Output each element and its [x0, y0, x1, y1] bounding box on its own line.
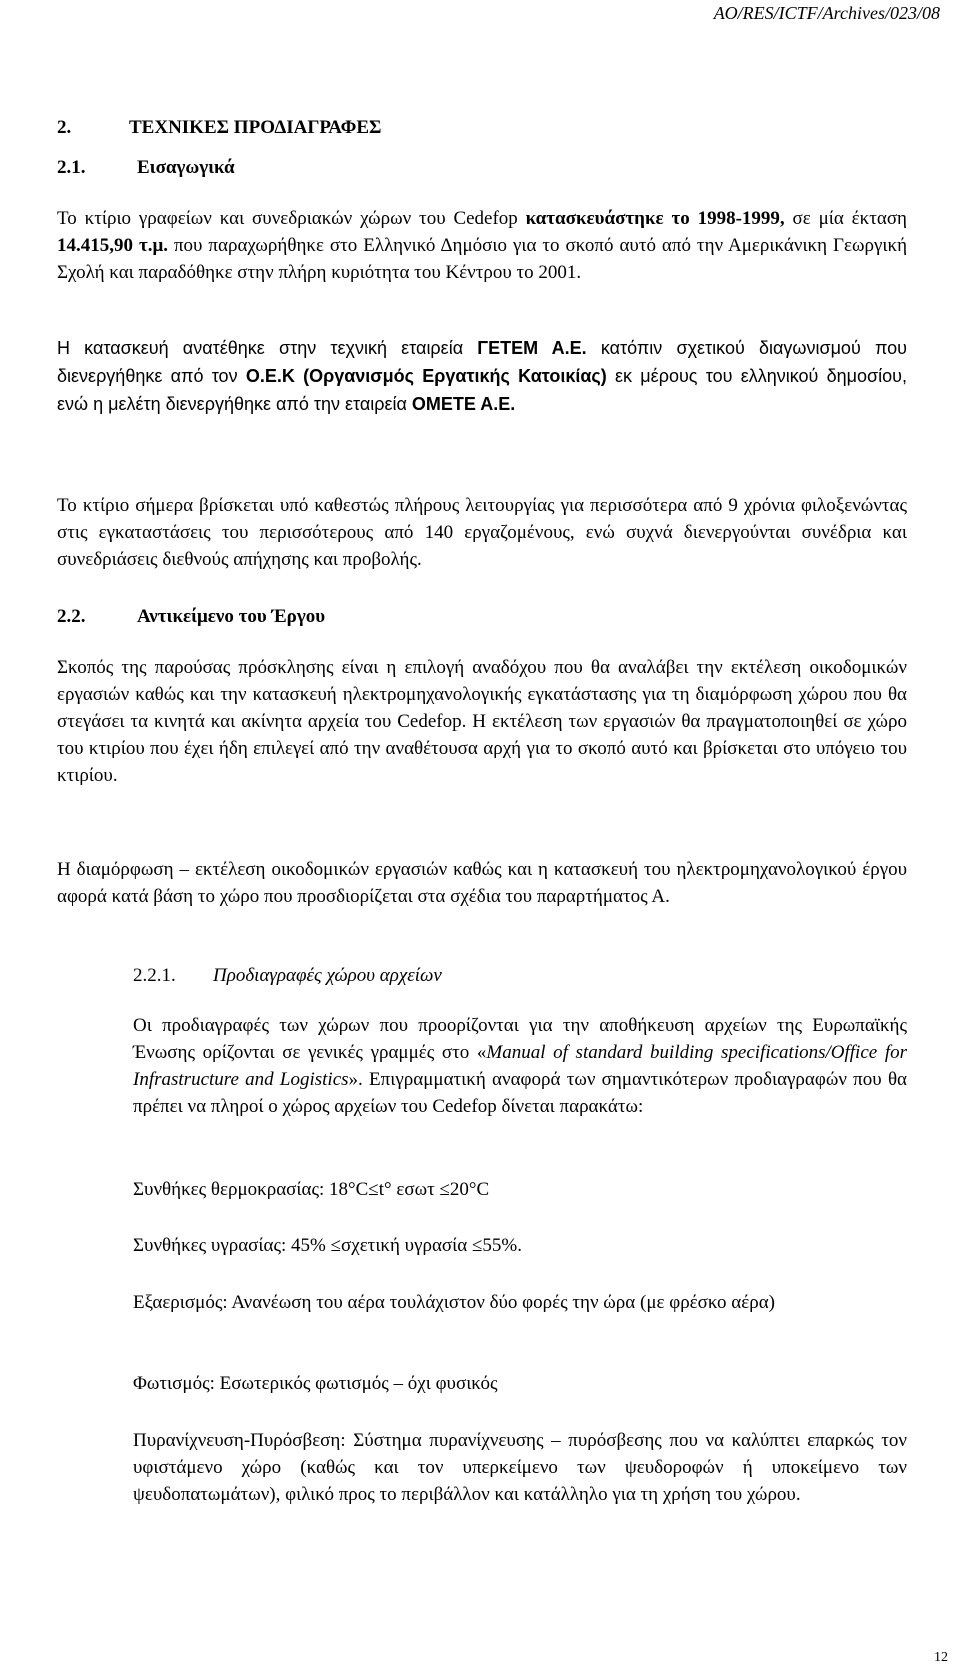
specs-intro-paragraph — [133, 1012, 907, 1120]
section-title: Αντικείμενο του Έργου — [137, 606, 326, 627]
section-number: 2. — [57, 117, 72, 138]
intro-paragraph-2 — [57, 334, 907, 418]
text-run: κατόπιν σχετικού διαγωνισμού που διενεργήθηκε από τον — [57, 338, 907, 386]
spec-ventilation: Εξαερισμός: Ανανέωση του αέρα τουλάχιστον δύο φορές την ώρα (με φρέσκο αέρα) — [133, 1292, 776, 1313]
text-run-bold: Ο.Ε.Κ (Οργανισμός Εργατικής Κατοικίας) — [245, 366, 607, 386]
section-number: 2.2.1. — [133, 965, 176, 986]
section-heading-2-1 — [57, 156, 920, 180]
section-title: Εισαγωγικά — [137, 157, 235, 178]
page-number: 12 — [934, 1650, 948, 1665]
text-run: Οι προδιαγραφές των χώρων που προορίζονται για την αποθήκευση αρχείων της Ευρωπαϊκής Ένωσης ορίζονται σε γενικές γραμμές στο « — [133, 1015, 907, 1063]
spec-fire-protection: Πυρανίχνευση-Πυρόσβεση: Σύστημα πυρανίχνευσης – πυρόσβεσης που να καλύπτει επαρκώς τον υφιστάμενο χώρο (καθώς και τον υπερκείμενο των ψευδοροφών ή υποκείμενο των ψευδοπατωμάτων), φιλικό προς το περιβάλλον και κατάλληλο για τη χρήση του χώρου. — [133, 1430, 907, 1505]
section-number: 2.2. — [57, 606, 86, 627]
text-run: εκ μέρους του ελληνικού δημοσίου, ενώ η μελέτη διενεργήθηκε από την εταιρεία — [57, 366, 907, 414]
text-run-bold: ΓΕΤΕΜ Α.Ε. — [477, 338, 587, 358]
section-number: 2.1. — [57, 157, 86, 178]
text-run: σε μία έκταση — [784, 208, 907, 229]
section-heading-2 — [57, 116, 920, 140]
spec-humidity: Συνθήκες υγρασίας: 45% ≤σχετική υγρασία ≤55%. — [133, 1235, 522, 1256]
intro-paragraph-3: Το κτίριο σήμερα βρίσκεται υπό καθεστώς πλήρους λειτουργίας για περισσότερα από 9 χρόνια φιλοξενώντας στις εγκαταστάσεις του περισσότερους από 140 εργαζομένους, ενώ συχνά διενεργούνται συνέδρια και συνεδριάσεις διεθνούς απήχησης και προβολής. — [57, 495, 907, 570]
intro-paragraph-1 — [57, 205, 907, 286]
section-title: Προδιαγραφές χώρου αρχείων — [213, 965, 442, 986]
section-title: ΤΕΧΝΙΚΕΣ ΠΡΟΔΙΑΓΡΑΦΕΣ — [129, 117, 382, 138]
text-run-bold: κατασκευάστηκε το 1998-1999, — [525, 208, 785, 229]
text-run: ». Επιγραμματική αναφορά των σημαντικότερων προδιαγραφών που θα πρέπει να πληροί ο χώρος αρχείων του Cedefop δίνεται παρακάτω: — [133, 1069, 907, 1117]
text-run: Το κτίριο γραφείων και συνεδριακών χώρων του Cedefop — [57, 208, 526, 229]
text-run-italic: Manual of standard building specifications/Office for Infrastructure and Logistics — [133, 1042, 907, 1090]
section-heading-2-2 — [57, 605, 920, 629]
text-run-bold: 14.415,90 τ.μ. — [57, 235, 168, 256]
text-run: που παραχωρήθηκε στο Ελληνικό Δημόσιο για το σκοπό αυτό από την Αμερικάνικη Γεωργική Σχολή και παραδόθηκε στην πλήρη κυριότητα του Κέντρου το 2001. — [57, 235, 908, 283]
spec-temperature: Συνθήκες θερμοκρασίας: 18°C≤t° εσωτ ≤20°C — [133, 1179, 490, 1200]
section-heading-2-2-1 — [133, 964, 920, 988]
document-reference: AO/RES/ICTF/Archives/023/08 — [713, 3, 940, 23]
text-run-bold: ΟΜΕΤΕ Α.Ε. — [411, 394, 516, 414]
spec-lighting: Φωτισμός: Εσωτερικός φωτισμός – όχι φυσικός — [133, 1373, 498, 1394]
text-run: Η κατασκευή ανατέθηκε στην τεχνική εταιρεία — [57, 338, 478, 358]
scope-paragraph-2: Η διαμόρφωση – εκτέλεση οικοδομικών εργασιών καθώς και η κατασκευή του ηλεκτρομηχανολογικού έργου αφορά κατά βάση το χώρο που προσδιορίζεται στα σχέδια του παραρτήματος Α. — [57, 859, 907, 907]
scope-paragraph-1: Σκοπός της παρούσας πρόσκλησης είναι η επιλογή αναδόχου που θα αναλάβει την εκτέλεση οικοδομικών εργασιών καθώς και την κατασκευή ηλεκτρομηχανολογικής εγκατάστασης για τη διαμόρφωση χώρου που θα στεγάσει τα κινητά και ακίνητα αρχεία του Cedefop. Η εκτέλεση των εργασιών θα πραγματοποιηθεί σε χώρο του κτιρίου που έχει ήδη επιλεγεί από την αναθέτουσα αρχή για το σκοπό αυτό και βρίσκεται στο υπόγειο του κτιρίου. — [57, 657, 907, 786]
